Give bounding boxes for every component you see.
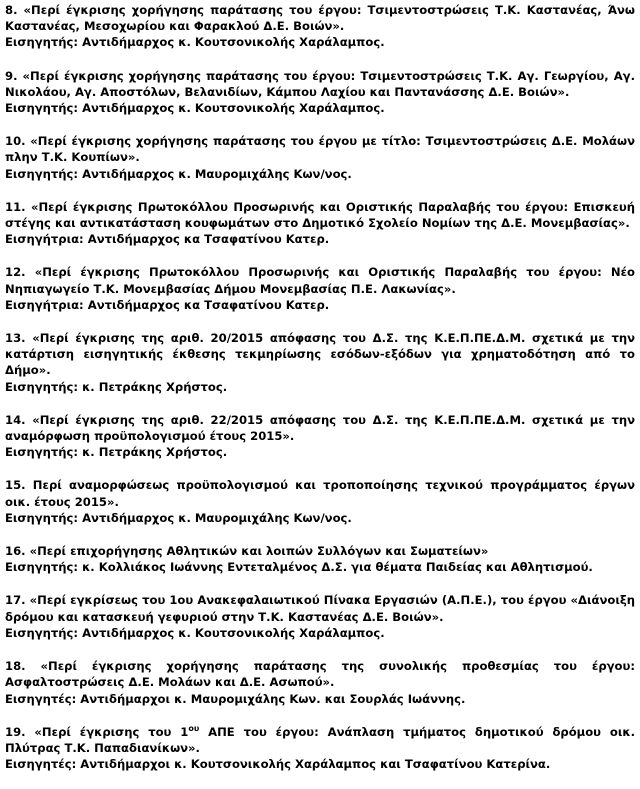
agenda-item-text: 18. «Περί έγκρισης χορήγησης παράτασης της συνολικής προθεσμίας του έργου: Ασφαλτοστρώσεις Δ.Ε. Μολάων και Δ.Ε. Ασωπού». (5, 659, 635, 690)
agenda-item-rapporteur: Εισηγητής: Αντιδήμαρχος κ. Μαυρομιχάλης Κων/νος. (5, 166, 352, 181)
agenda-item-rapporteur: Εισηγητής: κ. Κολλιάκος Ιωάννης Εντεταλμένος Δ.Σ. για θέματα Παιδείας και Αθλητισμού. (5, 560, 593, 575)
agenda-item-text: 13. «Περί έγκρισης της αριθ. 20/2015 απόφασης του Δ.Σ. της Κ.Ε.Π.ΠΕ.Δ.Μ. σχετικά με την κατάρτιση εισηγητικής έκθεσης τεκμηρίωσης εσόδων-εξόδων για χρηματοδότηση από το Δήμο». (5, 331, 635, 378)
agenda-item-rapporteur: Εισηγητής: Αντιδήμαρχος κ. Κουτσονικολής Χαράλαμπος. (5, 35, 385, 50)
agenda-item-rapporteur: Εισηγητές: Αντιδήμαρχοι κ. Μαυρομιχάλης Κων. και Σουρλάς Ιωάννης. (5, 691, 466, 706)
agenda-item-rapporteur: Εισηγητής: κ. Πετράκης Χρήστος. (5, 445, 228, 460)
agenda-item-rapporteur: Εισηγητής: κ. Πετράκης Χρήστος. (5, 379, 228, 394)
agenda-item-text: 10. «Περί έγκρισης χορήγησης παράτασης του έργου με τίτλο: Τσιμεντοστρώσεις Δ.Ε. Μολάων πλην Τ.Κ. Κουπίων». (5, 134, 635, 165)
agenda-item-text: 11. «Περί έγκρισης Πρωτοκόλλου Προσωρινής και Οριστικής Παραλαβής του έργου: Επισκευή στέγης και αντικατάσταση κουφωμάτων στο Δημοτικό Σχολείο Νομίων της Δ.Ε. Μονεμβασίας». (5, 199, 635, 231)
agenda-item-13 (5, 330, 635, 395)
agenda-item-19 (5, 724, 635, 773)
agenda-item-14 (5, 412, 635, 461)
agenda-item-16 (5, 543, 635, 575)
agenda-item-text: 14. «Περί έγκρισης της αριθ. 22/2015 απόφασης του Δ.Σ. της Κ.Ε.Π.ΠΕ.Δ.Μ. σχετικά με την αναμόρφωση προϋπολογισμού έτους 2015». (5, 412, 635, 444)
agenda-item-15 (5, 477, 635, 526)
agenda-item-9 (5, 68, 635, 117)
agenda-item-8 (5, 2, 635, 51)
agenda-item-17 (5, 592, 635, 641)
agenda-item-text: 12. «Περί έγκρισης Πρωτοκόλλου Προσωρινής και Οριστικής Παραλαβής του έργου: Νέο Νηπιαγωγείο Τ.Κ. Μονεμβασίας Δήμου Μονεμβασίας Π.Ε. Λακωνίας». (5, 265, 635, 296)
agenda-item-12 (5, 264, 635, 313)
agenda-item-11 (5, 199, 635, 248)
agenda-item-rapporteur: Εισηγήτρια: Αντιδήμαρχος κα Τσαφατίνου Κατερ. (5, 232, 330, 247)
agenda-item-text: 17. «Περί εγκρίσεως του 1ου Ανακεφαλαιωτικού Πίνακα Εργασιών (Α.Π.Ε.), του έργου «Διάνοιξη δρόμου και κατασκευή γεφυριού στην Τ.Κ. Καστανέας Δ.Ε. Βοιών». (5, 593, 635, 624)
agenda-item-rapporteur: Εισηγητής: Αντιδήμαρχος κ. Κουτσονικολής Χαράλαμπος. (5, 101, 385, 116)
agenda-item-text-end: ΑΠΕ του έργου: Ανάπλαση τμήματος δημοτικού δρόμου οικ. Πλύτρας Τ.Κ. Παπαδιανίκων». (5, 724, 635, 755)
agenda-item-text: 16. «Περί επιχορήγησης Αθλητικών και λοιπών Συλλόγων και Σωματείων» (5, 544, 489, 559)
ordinal-superscript: ου (188, 723, 200, 733)
agenda-item-text: 15. Περί αναμορφώσεως προϋπολογισμού και τροποποίησης τεχνικού προγράμματος έργων οικ. έτους 2015». (5, 478, 635, 509)
agenda-document (5, 2, 635, 789)
agenda-item-rapporteur: Εισηγητής: Αντιδήμαρχος κ. Κουτσονικολής Χαράλαμπος. (5, 625, 385, 640)
agenda-item-rapporteur: Εισηγητής: Αντιδήμαρχος κ. Μαυρομιχάλης Κων/νος. (5, 510, 352, 525)
agenda-item-text (5, 724, 635, 756)
agenda-item-text: 9. «Περί έγκρισης χορήγησης παράτασης του έργου: Τσιμεντοστρώσεις Τ.Κ. Αγ. Γεωργίου, Αγ. Νικολάου, Αγ. Αποστόλων, Βελανιδίων, Κάμπου Λαχίου και Παντανάσσης Δ.Ε. Βοιών». (5, 68, 635, 99)
agenda-item-rapporteur: Εισηγήτρια: Αντιδήμαρχος κα Τσαφατίνου Κατερ. (5, 297, 330, 312)
agenda-item-10 (5, 133, 635, 182)
agenda-item-rapporteur: Εισηγητές: Αντιδήμαρχοι κ. Κουτσονικολής Χαράλαμπος και Τσαφατίνου Κατερίνα. (5, 757, 551, 772)
agenda-item-text-start: 19. «Περί έγκρισης του 1 (5, 724, 189, 739)
agenda-item-text: 8. «Περί έγκρισης χορήγησης παράτασης του έργου: Τσιμεντοστρώσεις Τ.Κ. Καστανέας, Άνω Καστανέας, Μεσοχωρίου και Φαρακλού Δ.Ε. Βοιών». (5, 3, 635, 34)
agenda-item-18 (5, 658, 635, 707)
